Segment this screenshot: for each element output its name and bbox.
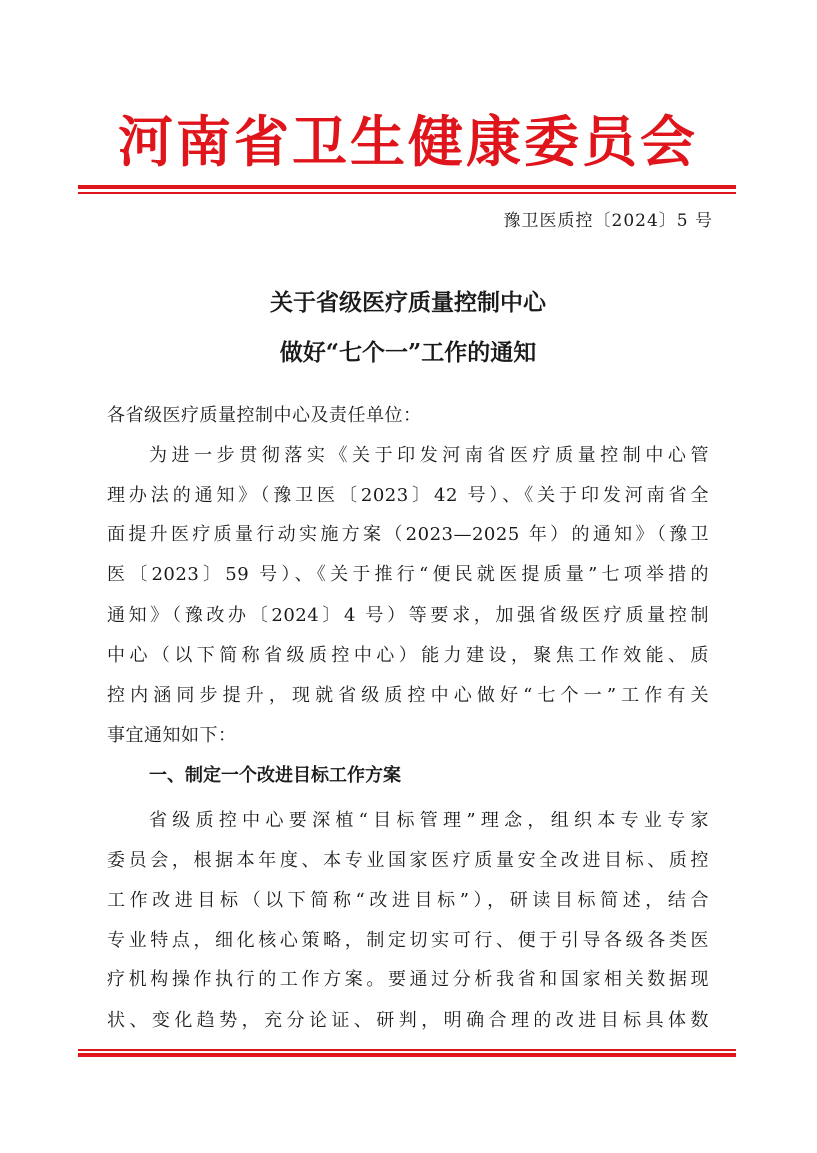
intro-paragraph-line: 中心（以下简称省级质控中心）能力建设，聚焦工作效能、质	[107, 645, 709, 666]
document-title-line-2: 做好“七个一”工作的通知	[279, 339, 537, 366]
section-1-paragraph-line: 委员会，根据本年度、本专业国家医疗质量安全改进目标、质控	[107, 850, 709, 871]
intro-paragraph-line: 医〔2023〕59 号）、《关于推行“便民就医提质量”七项举措的	[107, 564, 709, 585]
intro-paragraph-line: 为进一步贯彻落实《关于印发河南省医疗质量控制中心管	[149, 445, 709, 466]
footer-divider-thick	[78, 1053, 736, 1057]
section-1-paragraph-line: 状、变化趋势，充分论证、研判，明确合理的改进目标具体数	[107, 1010, 709, 1031]
intro-paragraph-line: 理办法的通知》（豫卫医〔2023〕42 号）、《关于印发河南省全	[107, 485, 709, 506]
salutation: 各省级医疗质量控制中心及责任单位：	[107, 405, 422, 426]
intro-paragraph-line: 面提升医疗质量行动实施方案（2023—2025 年）的通知》（豫卫	[107, 524, 709, 545]
document-title-line-1: 关于省级医疗质量控制中心	[270, 289, 546, 316]
intro-paragraph-line: 控内涵同步提升，现就省级质控中心做好“七个一”工作有关	[107, 685, 709, 706]
document-number: 豫卫医质控〔2024〕5 号	[503, 211, 713, 231]
section-1-paragraph-line: 省级质控中心要深植“目标管理”理念，组织本专业专家	[149, 810, 709, 831]
issuing-organization-masthead: 河南省卫生健康委员会	[117, 110, 698, 174]
intro-paragraph-line: 事宜通知如下：	[107, 725, 237, 746]
intro-paragraph-line: 通知》（豫改办〔2024〕4 号）等要求，加强省级医疗质量控制	[107, 605, 709, 626]
masthead-divider-thin	[78, 192, 736, 194]
masthead-divider-thick	[78, 185, 736, 189]
section-1-paragraph-line: 工作改进目标（以下简称“改进目标”），研读目标简述，结合	[107, 890, 709, 911]
section-1-paragraph-line: 疗机构操作执行的工作方案。要通过分析我省和国家相关数据现	[107, 969, 709, 990]
section-1-paragraph-line: 专业特点，细化核心策略，制定切实可行、便于引导各级各类医	[107, 930, 709, 951]
section-heading-1: 一、制定一个改进目标工作方案	[149, 765, 401, 786]
footer-divider-thin	[78, 1049, 736, 1051]
